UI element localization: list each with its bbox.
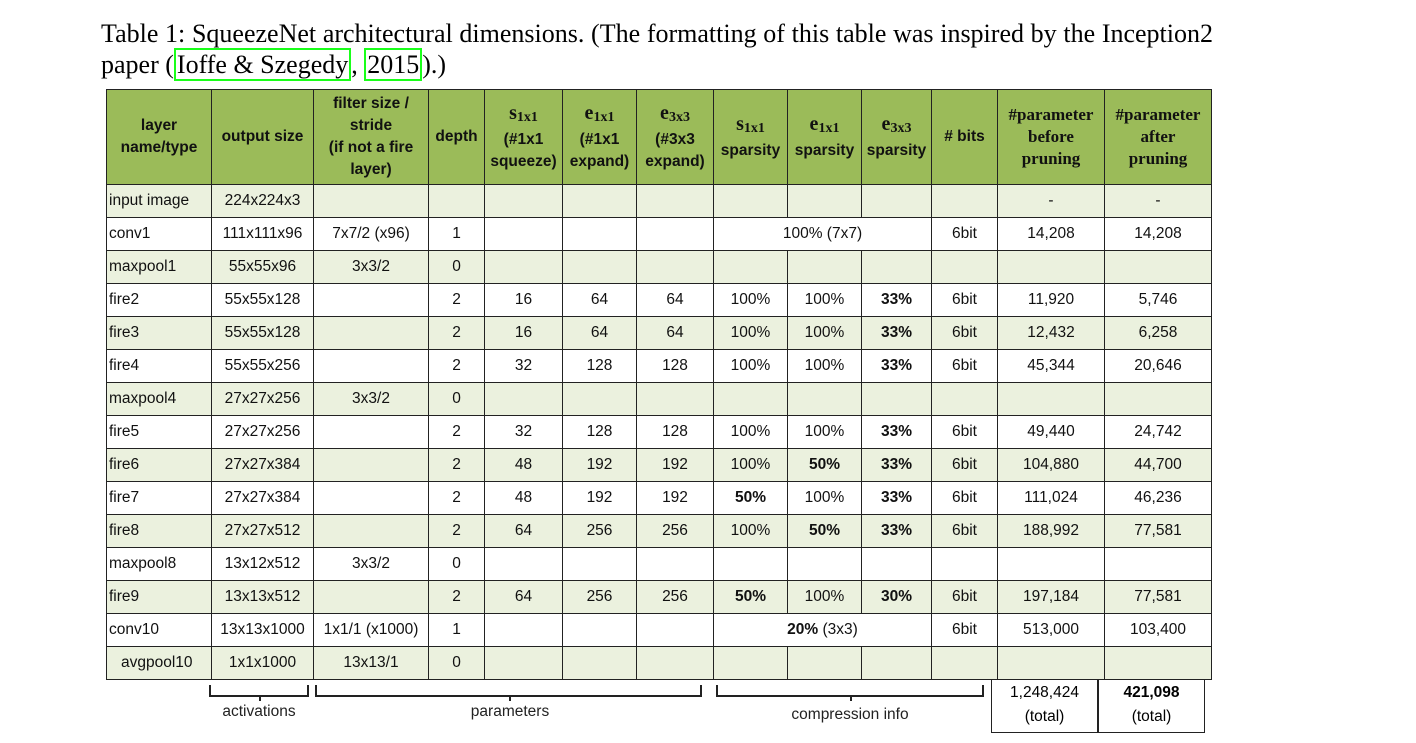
cell-bits: 6bit	[932, 416, 998, 449]
cell-layer-name: conv1	[107, 218, 212, 251]
header-e3x3-sparsity: $e_{3x3}$ sparsity	[862, 90, 932, 185]
header-params-before: #parameter before pruning	[998, 90, 1105, 185]
cell-s1x1-sparsity: 100%	[714, 416, 788, 449]
caption-suffix: ).)	[422, 50, 447, 79]
table-body	[107, 185, 1212, 680]
cell-s1x1-sparsity: 100%	[714, 350, 788, 383]
cell-params-before: 513,000	[998, 614, 1105, 647]
cell-layer-name: fire3	[107, 317, 212, 350]
cell-output-size: 27x27x384	[212, 449, 314, 482]
total-after-box	[1098, 679, 1205, 733]
cell-e1x1: 256	[563, 581, 637, 614]
cell-bits	[932, 647, 998, 680]
cell-s1x1: 64	[485, 515, 563, 548]
cell-layer-name: maxpool4	[107, 383, 212, 416]
cell-e3x3	[637, 251, 714, 284]
cell-depth: 2	[429, 416, 485, 449]
cell-params-before: 45,344	[998, 350, 1105, 383]
cell-s1x1-sparsity: 100%	[714, 449, 788, 482]
cell-layer-name: conv10	[107, 614, 212, 647]
cell-filter: 1x1/1 (x1000)	[314, 614, 429, 647]
total-before-label: (total)	[1024, 708, 1065, 725]
table-row	[107, 581, 1212, 614]
header-row	[107, 90, 1212, 185]
table-row	[107, 218, 1212, 251]
cell-e3x3-sparsity: 33%	[862, 284, 932, 317]
cell-bits: 6bit	[932, 218, 998, 251]
cell-params-after: 24,742	[1105, 416, 1212, 449]
cell-layer-name: maxpool1	[107, 251, 212, 284]
cell-depth: 2	[429, 482, 485, 515]
cell-e3x3	[637, 647, 714, 680]
cell-bits: 6bit	[932, 350, 998, 383]
cell-e3x3	[637, 548, 714, 581]
cell-bits: 6bit	[932, 284, 998, 317]
cell-s1x1: 16	[485, 284, 563, 317]
cell-s1x1-sparsity	[714, 185, 788, 218]
header-s1x1-sparsity: $s_{1x1}$ sparsity	[714, 90, 788, 185]
cell-e1x1	[563, 218, 637, 251]
cell-e1x1-sparsity	[788, 383, 862, 416]
cell-layer-name: maxpool8	[107, 548, 212, 581]
cell-e3x3: 192	[637, 449, 714, 482]
table-row	[107, 284, 1212, 317]
cell-output-size: 27x27x384	[212, 482, 314, 515]
cell-output-size: 224x224x3	[212, 185, 314, 218]
cell-e1x1: 192	[563, 482, 637, 515]
header-e1x1: $e_{1x1}$ (#1x1 expand)	[563, 90, 637, 185]
table-row	[107, 647, 1212, 680]
compression-brace	[716, 685, 984, 697]
cell-e3x3-sparsity: 33%	[862, 350, 932, 383]
cell-s1x1: 48	[485, 482, 563, 515]
cell-bits: 6bit	[932, 581, 998, 614]
cell-filter: 7x7/2 (x96)	[314, 218, 429, 251]
cell-sparsity-combined	[714, 614, 932, 647]
cell-e1x1	[563, 251, 637, 284]
cell-output-size: 13x12x512	[212, 548, 314, 581]
table-row	[107, 350, 1212, 383]
cell-e1x1-sparsity	[788, 185, 862, 218]
cell-params-before: 14,208	[998, 218, 1105, 251]
cell-bits: 6bit	[932, 449, 998, 482]
table-row	[107, 416, 1212, 449]
header-e1x1-sparsity: $e_{1x1}$ sparsity	[788, 90, 862, 185]
cell-filter: 3x3/2	[314, 383, 429, 416]
cell-layer-name: avgpool10	[107, 647, 212, 680]
cell-params-after	[1105, 548, 1212, 581]
cell-output-size: 13x13x1000	[212, 614, 314, 647]
cell-layer-name: fire2	[107, 284, 212, 317]
cell-filter	[314, 515, 429, 548]
cell-s1x1: 16	[485, 317, 563, 350]
citation-link[interactable]	[174, 48, 351, 81]
cell-s1x1-sparsity	[714, 548, 788, 581]
cell-depth: 0	[429, 383, 485, 416]
cell-e3x3: 128	[637, 350, 714, 383]
sparsity-kernel: (3x3)	[818, 621, 858, 638]
citation-year-link[interactable]	[364, 48, 422, 81]
cell-s1x1-sparsity: 100%	[714, 317, 788, 350]
cell-filter: 3x3/2	[314, 251, 429, 284]
table-row	[107, 251, 1212, 284]
cell-s1x1-sparsity: 50%	[714, 482, 788, 515]
table-row	[107, 614, 1212, 647]
cell-e3x3-sparsity	[862, 251, 932, 284]
cell-output-size: 55x55x128	[212, 317, 314, 350]
cell-depth: 2	[429, 350, 485, 383]
cell-e3x3-sparsity: 33%	[862, 416, 932, 449]
cell-e1x1-sparsity: 50%	[788, 449, 862, 482]
table-row	[107, 317, 1212, 350]
cell-params-after	[1105, 647, 1212, 680]
table-row	[107, 185, 1212, 218]
cell-e3x3-sparsity: 30%	[862, 581, 932, 614]
cell-bits	[932, 548, 998, 581]
cell-e1x1-sparsity: 100%	[788, 284, 862, 317]
cell-depth: 2	[429, 515, 485, 548]
cell-e1x1: 128	[563, 350, 637, 383]
cell-e3x3-sparsity	[862, 647, 932, 680]
cell-e3x3	[637, 185, 714, 218]
cell-params-after	[1105, 251, 1212, 284]
cell-params-before: 11,920	[998, 284, 1105, 317]
cell-bits: 6bit	[932, 515, 998, 548]
cell-depth: 1	[429, 218, 485, 251]
cell-e3x3: 256	[637, 581, 714, 614]
cell-params-before: 104,880	[998, 449, 1105, 482]
cell-e3x3: 64	[637, 284, 714, 317]
cell-depth: 2	[429, 284, 485, 317]
cell-s1x1-sparsity: 100%	[714, 284, 788, 317]
cell-e3x3-sparsity: 33%	[862, 515, 932, 548]
header-depth: depth	[429, 90, 485, 185]
cell-filter	[314, 350, 429, 383]
cell-e1x1	[563, 548, 637, 581]
cell-params-after: 77,581	[1105, 581, 1212, 614]
cell-e1x1-sparsity	[788, 251, 862, 284]
cell-depth: 0	[429, 251, 485, 284]
header-filter: filter size / stride (if not a fire layer)	[314, 90, 429, 185]
cell-s1x1	[485, 614, 563, 647]
cell-s1x1-sparsity	[714, 647, 788, 680]
cell-filter	[314, 449, 429, 482]
cell-depth: 2	[429, 317, 485, 350]
cell-output-size: 27x27x512	[212, 515, 314, 548]
cell-depth: 0	[429, 647, 485, 680]
cell-params-after: 46,236	[1105, 482, 1212, 515]
cell-e1x1-sparsity: 100%	[788, 581, 862, 614]
cell-params-after: 5,746	[1105, 284, 1212, 317]
cell-layer-name: fire6	[107, 449, 212, 482]
cell-s1x1: 64	[485, 581, 563, 614]
table-row	[107, 482, 1212, 515]
cell-params-before: 49,440	[998, 416, 1105, 449]
cell-depth: 2	[429, 449, 485, 482]
cell-s1x1-sparsity: 100%	[714, 515, 788, 548]
header-layer: layer name/type	[107, 90, 212, 185]
cell-filter: 13x13/1	[314, 647, 429, 680]
cell-e1x1	[563, 383, 637, 416]
cell-e3x3: 128	[637, 416, 714, 449]
cell-s1x1-sparsity: 50%	[714, 581, 788, 614]
cell-e3x3-sparsity	[862, 383, 932, 416]
cell-e1x1-sparsity: 100%	[788, 416, 862, 449]
cell-params-after: 14,208	[1105, 218, 1212, 251]
total-after-label: (total)	[1131, 708, 1172, 725]
cell-s1x1	[485, 185, 563, 218]
cell-output-size: 55x55x256	[212, 350, 314, 383]
header-e3x3: $e_{3x3}$ (#3x3 expand)	[637, 90, 714, 185]
cell-params-before	[998, 383, 1105, 416]
cell-output-size: 27x27x256	[212, 383, 314, 416]
citation-year[interactable]: 2015	[367, 50, 420, 79]
cell-sparsity-combined: 100% (7x7)	[714, 218, 932, 251]
table-row	[107, 449, 1212, 482]
cell-filter	[314, 581, 429, 614]
cell-filter	[314, 482, 429, 515]
cell-e3x3: 64	[637, 317, 714, 350]
cell-output-size: 27x27x256	[212, 416, 314, 449]
activations-brace	[209, 685, 309, 697]
cell-layer-name: fire8	[107, 515, 212, 548]
table-row	[107, 515, 1212, 548]
table-row	[107, 548, 1212, 581]
cell-bits: 6bit	[932, 614, 998, 647]
header-s1x1: $s_{1x1}$ (#1x1 squeeze)	[485, 90, 563, 185]
compression-label: compression info	[791, 706, 909, 723]
cell-e3x3: 256	[637, 515, 714, 548]
total-after-value: 421,098	[1123, 684, 1180, 701]
cell-depth: 0	[429, 548, 485, 581]
cell-s1x1: 48	[485, 449, 563, 482]
cell-e3x3-sparsity	[862, 185, 932, 218]
cell-e3x3-sparsity	[862, 548, 932, 581]
cell-params-after: 103,400	[1105, 614, 1212, 647]
cell-e1x1: 192	[563, 449, 637, 482]
cell-output-size: 55x55x128	[212, 284, 314, 317]
caption-prefix: Table 1: SqueezeNet architectural dimensions. (The formatting of this table was inspired by the Inception2 paper (	[101, 19, 1213, 79]
cell-filter	[314, 416, 429, 449]
cell-filter	[314, 284, 429, 317]
sparsity-percent: 20%	[787, 621, 819, 638]
cell-s1x1	[485, 218, 563, 251]
cell-layer-name: input image	[107, 185, 212, 218]
cell-params-before: 12,432	[998, 317, 1105, 350]
cell-depth: 1	[429, 614, 485, 647]
cell-s1x1	[485, 383, 563, 416]
cell-layer-name: fire4	[107, 350, 212, 383]
table-row	[107, 383, 1212, 416]
cell-params-before: 188,992	[998, 515, 1105, 548]
cell-output-size: 55x55x96	[212, 251, 314, 284]
header-output-size: output size	[212, 90, 314, 185]
cell-s1x1	[485, 251, 563, 284]
cell-depth	[429, 185, 485, 218]
cell-bits: 6bit	[932, 317, 998, 350]
cell-e1x1: 64	[563, 284, 637, 317]
cell-bits	[932, 383, 998, 416]
cell-params-after	[1105, 383, 1212, 416]
cell-s1x1: 32	[485, 416, 563, 449]
cell-e3x3	[637, 383, 714, 416]
total-before-value: 1,248,424	[1010, 684, 1079, 701]
cell-e1x1	[563, 614, 637, 647]
cell-params-before	[998, 251, 1105, 284]
cell-s1x1-sparsity	[714, 383, 788, 416]
cell-params-after: 20,646	[1105, 350, 1212, 383]
cell-layer-name: fire5	[107, 416, 212, 449]
cell-params-after: 77,581	[1105, 515, 1212, 548]
cell-filter	[314, 317, 429, 350]
table-caption	[101, 18, 1213, 80]
cell-e1x1: 256	[563, 515, 637, 548]
header-params-after: #parameter after pruning	[1105, 90, 1212, 185]
total-before-box	[991, 679, 1098, 733]
cell-e1x1-sparsity: 100%	[788, 482, 862, 515]
cell-s1x1-sparsity	[714, 251, 788, 284]
cell-e3x3-sparsity: 33%	[862, 449, 932, 482]
citation-separator: ,	[351, 50, 365, 79]
cell-params-before: 197,184	[998, 581, 1105, 614]
cell-e1x1	[563, 185, 637, 218]
cell-params-before: 111,024	[998, 482, 1105, 515]
activations-label: activations	[222, 703, 296, 720]
cell-output-size: 13x13x512	[212, 581, 314, 614]
cell-bits	[932, 251, 998, 284]
cell-filter	[314, 185, 429, 218]
architecture-table	[106, 89, 1212, 680]
cell-output-size: 1x1x1000	[212, 647, 314, 680]
cell-params-before	[998, 647, 1105, 680]
cell-params-after: 44,700	[1105, 449, 1212, 482]
cell-params-after: -	[1105, 185, 1212, 218]
cell-e3x3	[637, 218, 714, 251]
parameters-brace	[315, 685, 702, 697]
citation-author[interactable]: Ioffe & Szegedy	[176, 50, 349, 79]
cell-e1x1	[563, 647, 637, 680]
cell-e1x1: 64	[563, 317, 637, 350]
cell-params-after: 6,258	[1105, 317, 1212, 350]
cell-e3x3-sparsity: 33%	[862, 317, 932, 350]
cell-s1x1	[485, 647, 563, 680]
cell-e1x1-sparsity: 100%	[788, 350, 862, 383]
cell-layer-name: fire7	[107, 482, 212, 515]
cell-s1x1	[485, 548, 563, 581]
cell-e3x3-sparsity: 33%	[862, 482, 932, 515]
cell-bits	[932, 185, 998, 218]
cell-e1x1-sparsity: 50%	[788, 515, 862, 548]
cell-depth: 2	[429, 581, 485, 614]
cell-filter: 3x3/2	[314, 548, 429, 581]
cell-bits: 6bit	[932, 482, 998, 515]
cell-params-before: -	[998, 185, 1105, 218]
cell-e3x3: 192	[637, 482, 714, 515]
cell-e1x1-sparsity	[788, 647, 862, 680]
cell-params-before	[998, 548, 1105, 581]
parameters-label: parameters	[470, 703, 550, 720]
cell-s1x1: 32	[485, 350, 563, 383]
cell-e1x1: 128	[563, 416, 637, 449]
cell-e3x3	[637, 614, 714, 647]
header-bits: # bits	[932, 90, 998, 185]
cell-output-size: 111x111x96	[212, 218, 314, 251]
cell-e1x1-sparsity: 100%	[788, 317, 862, 350]
cell-e1x1-sparsity	[788, 548, 862, 581]
cell-layer-name: fire9	[107, 581, 212, 614]
